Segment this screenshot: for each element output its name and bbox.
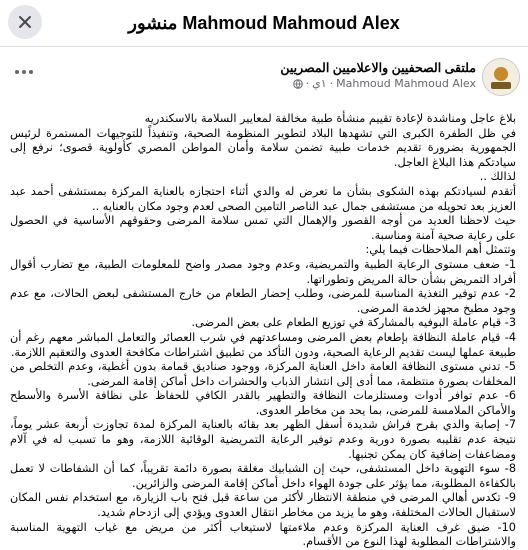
group-name[interactable]: ملتقى الصحفيين والاعلاميين المصريين xyxy=(280,61,476,75)
dialog-title: منشور Mahmoud Mahmoud Alex xyxy=(128,13,400,33)
post-body xyxy=(10,112,516,550)
group-avatar[interactable] xyxy=(482,58,520,96)
post-paragraph: 5- تدني مستوى النظافة العامة داخل العناية المركزة، ووجود صناديق قمامة بدون أغطية، وعدم التخلص من المخلفات بصورة منتظمة، مما أدى إلى انتشار الذباب والحشرات داخل أماكن إقامة المرضى. xyxy=(10,360,516,388)
post-paragraph: 3- قيام عاملة البوفيه بالمشاركة في توزيع الطعام على بعض المرضى. xyxy=(191,316,516,330)
close-icon xyxy=(18,15,32,29)
post-paragraph: وتتمثل أهم الملاحظات فيما يلي: xyxy=(365,243,516,257)
post-paragraph: 7- إصابة والدي بقرح فراش شديدة أسفل الظهر بعد بقائه بالعناية المركزة لمدة تجاوزت أربعة عشر يوماً، نتيجة عدم تقليبه بصورة دورية وعدم توفير الرعاية التمريضية الوقائية اللازمة، وهو ما تسبب له في آلام ومضاعفات إضافية كان يمكن تجنبها. xyxy=(10,418,516,461)
globe-icon xyxy=(293,79,303,89)
post-paragraph: 4- قيام عاملة النظافة بإطعام بعض المرضى ومساعدتهم في شرب العصائر والتعامل المباشر معهم رغم أن طبيعة عملها ليست تقديم الرعاية الصحية، ودون التأكد من تطبيق اشتراطات مكافحة العدوى والتعقيم اللازمة. xyxy=(10,330,516,359)
post-paragraph: حيث لاحظنا العديد من أوجه القصور والإهمال التي تمس سلامة المرضى وحقوقهم الأساسية في الحصول على رعاية صحية آمنة ومناسبة. xyxy=(10,214,516,242)
avatar-image xyxy=(483,59,519,95)
close-button[interactable] xyxy=(8,5,42,39)
post-header xyxy=(0,52,528,112)
post-meta xyxy=(293,77,476,90)
meta-separator: · xyxy=(329,77,334,90)
meta-separator-2: · xyxy=(305,77,310,90)
author-name[interactable]: Mahmoud Mahmoud Alex xyxy=(336,77,476,90)
post-paragraph: 1- ضعف مستوى الرعاية الطبية والتمريضية، وعدم وجود مصدر واضح للمعلومات الطبية، مع تضارب أقوال أفراد التمريض بشأن حالة المريض وتطوراتها. xyxy=(10,257,516,286)
dialog-header xyxy=(0,0,528,47)
post-paragraph: 9- تكدس أهالي المرضى في منطقة الانتظار لأكثر من ساعة قبل فتح باب الزيارة، مع استخدام نفس المكان لاستقبال الحالات المختلفة، وهو ما يزيد من مخاطر انتقال العدوى ويؤدي إلى ازدحام شديد. xyxy=(10,491,516,520)
post-paragraph: لذالك .. xyxy=(479,170,516,184)
post-paragraph: 2- عدم توفير التغذية المناسبة للمرضى، وطلب إحضار الطعام من خارج المستشفى لبعض الحالات، مع عدم وجود مطبخ مجهز لخدمة المرضى. xyxy=(10,287,516,315)
post-time[interactable]: ١ي xyxy=(312,77,327,90)
post-paragraph: 10- ضيق غرف العناية المركزة وعدم ملاءمتها لاستيعاب أكثر من مريض مع غياب التهوية المناسبة والاشتراطات المطلوبة لهذا النوع من الأقسام. xyxy=(10,520,516,549)
post-paragraph: 8- سوء التهوية داخل المستشفى، حيث إن الشبابيك مغلقة بصورة دائمة تقريباً، كما أن الشفاطات لا تعمل بالكفاءة المطلوبة، مما يؤثر على جودة الهواء داخل أماكن إقامة المرضى والزائرين. xyxy=(10,462,516,490)
more-options-icon xyxy=(14,69,34,75)
post-paragraph: أتقدم لسيادتكم بهذه الشكوى بشأن ما تعرض له والدي أثناء احتجازه بالعناية المركزة بمستشفى أحمد عبد العزيز بعد تحويله من مستشفى جمال عبد الناصر التامين الصحى لعدم وجود مكان بالعنايه .. xyxy=(10,184,516,213)
post-paragraph: بلاغ عاجل ومناشدة لإعادة تقييم منشأة طبية مخالفة لمعايير السلامة بالاسكندريه xyxy=(144,112,516,125)
post-paragraph: في ظل الطفرة الكبرى التي تشهدها البلاد لتطوير المنظومة الصحية، وتنفيذاً للتوجيهات المستمرة لرئيس الجمهورية بضرورة تقديم خدمات طبية تضمن سلامة وأمان المواطن المصري كأولوية قصوى؛ نرفع إلى سيادتكم هذا البلاغ العاجل. xyxy=(10,126,516,169)
more-options-button[interactable] xyxy=(12,62,36,82)
post-paragraph: 6- عدم توافر أدوات ومستلزمات النظافة والتطهير بالقدر الكافي للحفاظ على نظافة الأسرة والأسطح والأماكن الملامسة للمرضى، بما يحد من مخاطر العدوى. xyxy=(10,389,516,417)
